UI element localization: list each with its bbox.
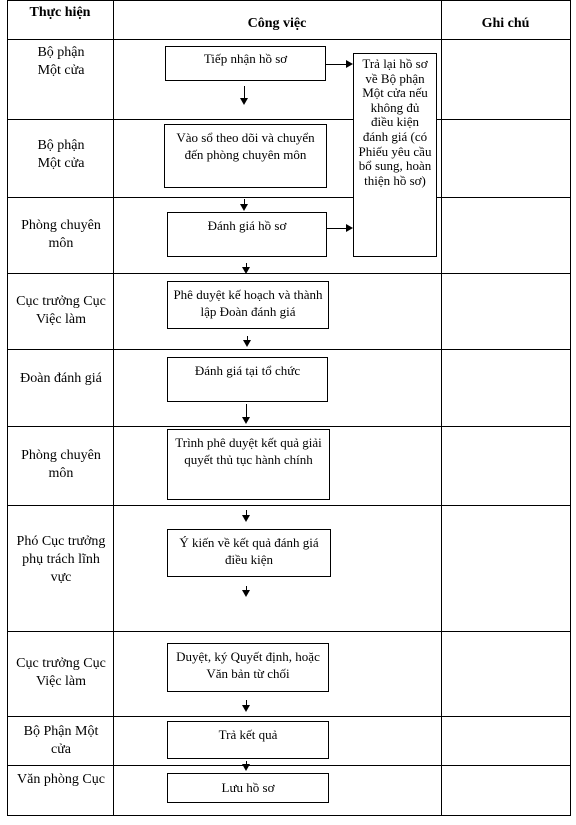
- actor-cell: Phòng chuyên môn: [21, 218, 101, 251]
- actor-cell: Đoàn đánh giá: [20, 371, 102, 386]
- actor-cell: Cục trưởng Cục Việc làm: [16, 656, 106, 689]
- task-box-register: Vào sổ theo dõi và chuyển đến phòng chuyên môn: [164, 124, 327, 188]
- task-box-approve-plan: Phê duyệt kế hoạch và thành lập Đoàn đánh giá: [167, 281, 329, 329]
- actor-cell: Văn phòng Cục: [17, 772, 105, 787]
- task-box-submit-result: Trình phê duyệt kết quả giải quyết thủ tục hành chính: [167, 429, 330, 500]
- actor-cell: Bộ phận Một cửa: [37, 138, 85, 171]
- header-actor: Thực hiện: [29, 5, 91, 20]
- task-box-archive: Lưu hồ sơ: [167, 773, 329, 803]
- actor-cell: Phó Cục trưởng phụ trách lĩnh vực: [16, 534, 106, 585]
- actor-cell: Phòng chuyên môn: [21, 448, 101, 481]
- task-box-onsite-evaluation: Đánh giá tại tổ chức: [167, 357, 328, 402]
- task-box-evaluate-dossier: Đánh giá hồ sơ: [167, 212, 327, 257]
- actor-cell: Cục trưởng Cục Việc làm: [16, 294, 106, 327]
- task-box-opinion: Ý kiến về kết quả đánh giá điều kiện: [167, 529, 331, 577]
- header-note: Ghi chú: [481, 16, 530, 31]
- header-task: Công việc: [247, 16, 307, 31]
- actor-cell: Bộ Phận Một cửa: [23, 724, 99, 757]
- task-box-return-result: Trả kết quả: [167, 721, 329, 759]
- return-note-box: Trả lại hồ sơ về Bộ phận Một cửa nếu không đủ điều kiện đánh giá (có Phiếu yêu cầu bổ sung, hoàn thiện hồ sơ): [353, 53, 437, 257]
- task-box-receive: Tiếp nhận hồ sơ: [165, 46, 326, 81]
- task-box-sign-decision: Duyệt, ký Quyết định, hoặc Văn bản từ chối: [167, 643, 329, 692]
- actor-cell: Bộ phận Một cửa: [37, 45, 85, 78]
